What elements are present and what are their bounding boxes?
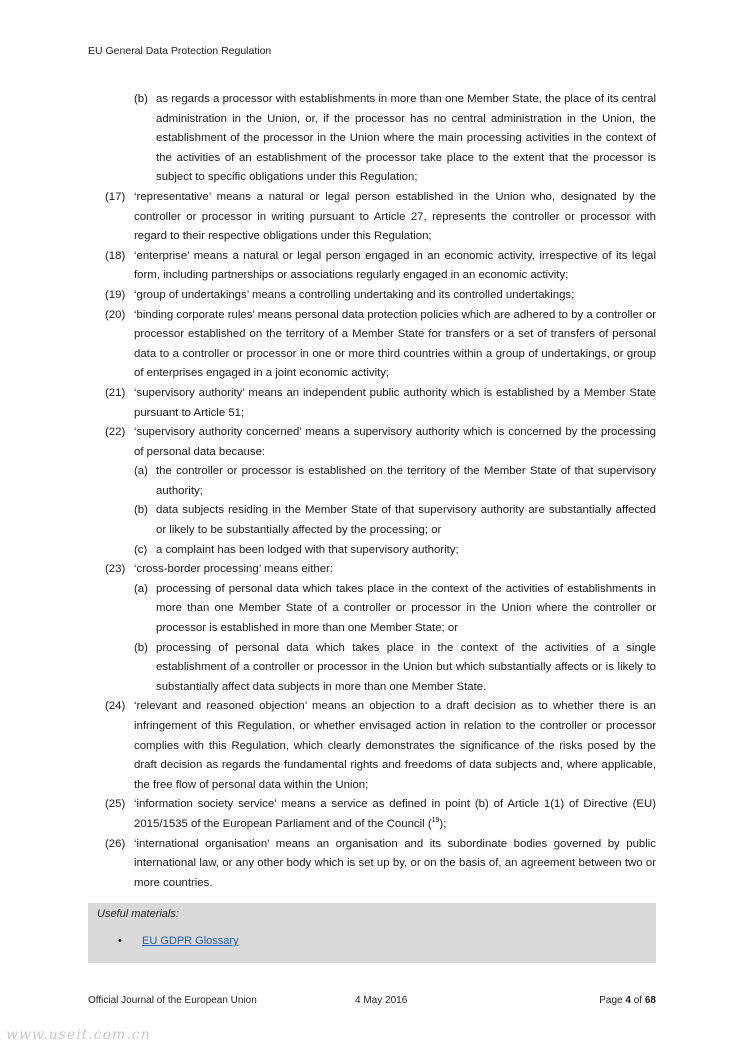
- item-number: (a): [134, 582, 148, 595]
- item-text: ‘binding corporate rules’ means personal data protection policies which are adhered to by a controller or processor established on the territory of a Member State for transfers or a set of transfers of personal data to a controller or processor in one or more third countries within a group of undertakings, or group of enterprises engaged in a joint economic activity;: [134, 308, 656, 380]
- list-item: [88, 541, 656, 561]
- item-number: (21): [105, 386, 126, 399]
- item-text: as regards a processor with establishments in more than one Member State, the place of its central administration in the Union, or, if the processor has no central administration in the Union, the establishment of the processor in the Union where the main processing activities in the context of the activities of an establishment of the processor take place to the extent that the processor is subject to specific obligations under this Regulation;: [156, 93, 656, 184]
- watermark: www.useit.com.cn: [6, 1027, 151, 1043]
- item-text: ‘representative’ means a natural or legal person established in the Union who, designated by the controller or processor in writing pursuant to Article 27, represents the controller or processor with regard to their respective obligations under this Regulation;: [134, 190, 656, 243]
- list-item: [88, 835, 656, 894]
- page-prefix: Page: [599, 995, 626, 1006]
- current-page: 4: [625, 995, 631, 1006]
- item-number: (c): [134, 543, 148, 556]
- item-text: ‘information society service’ means a service as defined in point (b) of Article 1(1) of Directive (EU) 2015/1535 of the European Parliament and of the Council (: [134, 798, 656, 830]
- footer-date: 4 May 2016: [355, 995, 408, 1006]
- item-number: (26): [105, 837, 126, 850]
- list-item: [88, 795, 656, 834]
- item-number: (b): [134, 504, 148, 517]
- item-text: data subjects residing in the Member State of that supervisory authority are substantially affected or likely to be substantially affected by the processing; or: [156, 504, 656, 537]
- item-number: (a): [134, 465, 148, 478]
- item-number: (19): [105, 288, 126, 301]
- bullet-icon: •: [118, 935, 122, 947]
- list-item: [88, 423, 656, 462]
- list-item: [88, 90, 656, 188]
- page-separator: of: [630, 995, 645, 1006]
- item-text: ‘cross-border processing’ means either:: [134, 563, 333, 576]
- item-text: the controller or processor is established on the territory of the Member State of that supervisory authority;: [156, 465, 656, 497]
- definitions-list: [88, 90, 656, 893]
- item-number: (b): [134, 641, 148, 654]
- item-number: (20): [105, 308, 126, 321]
- item-number: (25): [105, 798, 126, 811]
- item-text: ‘international organisation’ means an organisation and its subordinate bodies governed by public international law, or any other body which is set up by, or on the basis of, an agreement between two or more countries.: [134, 837, 656, 889]
- item-text: ‘group of undertakings’ means a controlling undertaking and its controlled undertakings;: [134, 288, 575, 301]
- item-text: ‘supervisory authority’ means an independent public authority which is established by a Member State pursuant to Article 51;: [134, 386, 656, 419]
- footnote-ref: 19: [431, 817, 440, 825]
- list-item: [88, 384, 656, 423]
- running-header: EU General Data Protection Regulation: [88, 45, 272, 57]
- list-item: [88, 697, 656, 795]
- total-pages: 68: [644, 995, 656, 1006]
- item-number: (24): [105, 700, 126, 713]
- list-item: [88, 247, 656, 286]
- useful-materials-box: [88, 903, 656, 963]
- item-text: processing of personal data which takes place in the context of the activities of a single establishment of a controller or processor in the Union but which substantially affects or is likely to substantially affect data subjects in more than one Member State.: [156, 641, 656, 693]
- list-item: [88, 286, 656, 306]
- list-item: [88, 501, 656, 540]
- item-text: ‘relevant and reasoned objection’ means an objection to a draft decision as to whether there is an infringement of this Regulation, or whether envisaged action in relation to the controller or processor complies with this Regulation, which clearly demonstrates the significance of the risks posed by the draft decision as regards the fundamental rights and freedoms of data subjects and, where applicable, the free flow of personal data within the Union;: [134, 700, 656, 791]
- list-item: [88, 560, 656, 580]
- item-text: ‘enterprise’ means a natural or legal person engaged in an economic activity, irrespective of its legal form, including partnerships or associations regularly engaged in an economic activity;: [134, 249, 656, 282]
- useful-materials-title: Useful materials:: [97, 908, 179, 920]
- item-number: (23): [105, 563, 126, 576]
- glossary-link[interactable]: EU GDPR Glossary: [142, 935, 239, 947]
- item-text: processing of personal data which takes place in the context of the activities of establishments in more than one Member State of a controller or processor in the Union where the controller or processor is established in more than one Member State; or: [156, 582, 656, 635]
- item-text-end: );: [439, 817, 447, 830]
- list-item: [88, 306, 656, 384]
- item-number: (18): [105, 249, 126, 262]
- item-text: a complaint has been lodged with that supervisory authority;: [156, 543, 459, 556]
- item-number: (17): [105, 190, 126, 203]
- list-item: [88, 639, 656, 698]
- item-number: (22): [105, 426, 126, 439]
- list-item: [88, 580, 656, 639]
- list-item: [88, 462, 656, 501]
- footer-journal: Official Journal of the European Union: [88, 995, 257, 1006]
- item-number: (b): [134, 93, 148, 105]
- list-item: [88, 188, 656, 247]
- footer-page-number: [599, 995, 656, 1006]
- item-text: ‘supervisory authority concerned’ means a supervisory authority which is concerned by the processing of personal data because:: [134, 426, 656, 458]
